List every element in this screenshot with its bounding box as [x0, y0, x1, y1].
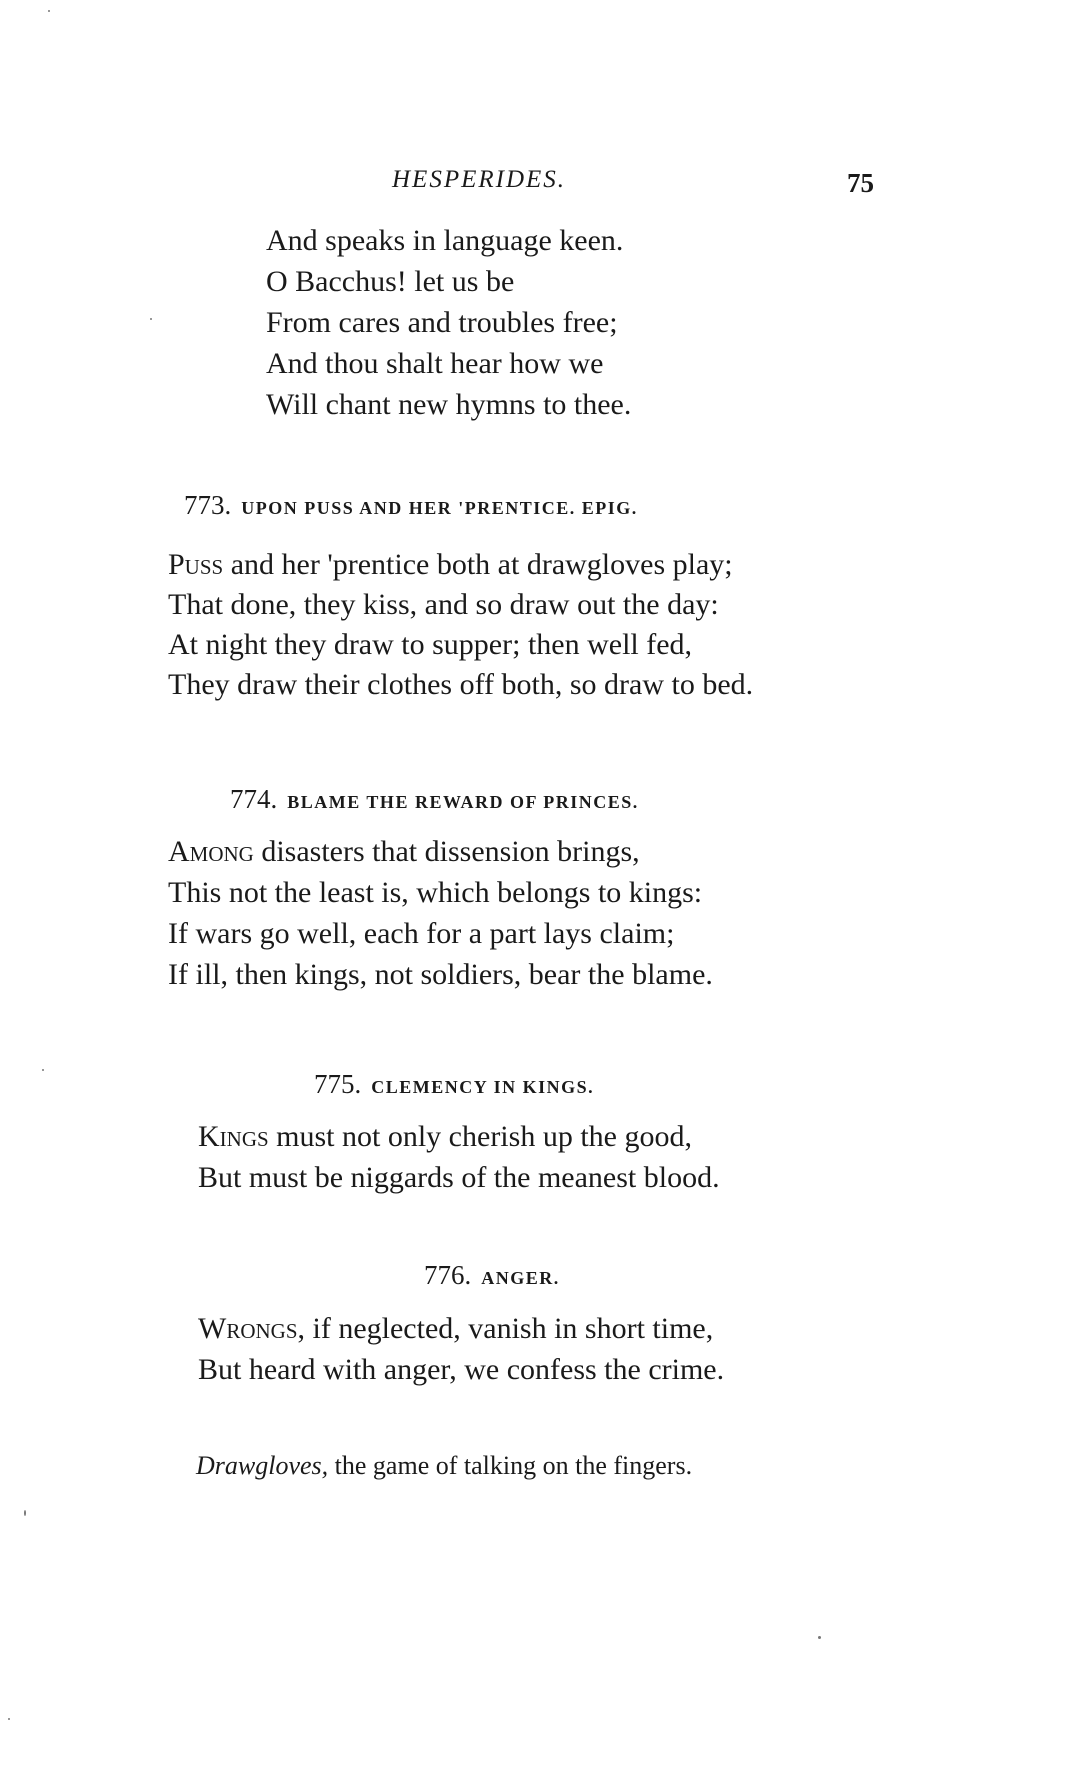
- scan-speck: [48, 10, 50, 12]
- poem-title: UPON PUSS AND HER 'PRENTICE. EPIG.: [241, 498, 638, 518]
- scan-speck: [42, 1069, 44, 1071]
- first-word: Puss: [168, 548, 224, 581]
- poem-title: ANGER.: [481, 1268, 560, 1288]
- first-word: Wrongs,: [198, 1312, 305, 1345]
- verse-line: This not the least is, which belongs to kings:: [168, 876, 703, 909]
- verse-line: Kings must not only cherish up the good,: [198, 1120, 692, 1153]
- scan-speck: [818, 1636, 821, 1639]
- verse-line: Will chant new hymns to thee.: [266, 388, 632, 421]
- poem-number: 774.: [230, 784, 278, 814]
- verse-line: If wars go well, each for a part lays claim;: [168, 917, 675, 950]
- verse-line: Wrongs, if neglected, vanish in short time,: [198, 1312, 714, 1345]
- verse-line: But heard with anger, we confess the crime.: [198, 1353, 725, 1386]
- poem-heading-775: [314, 1069, 594, 1100]
- poem-heading-773: [184, 490, 638, 521]
- verse-line: Puss and her 'prentice both at drawgloves play;: [168, 548, 733, 581]
- verse-line: They draw their clothes off both, so draw to bed.: [168, 668, 754, 701]
- verse-line: And speaks in language keen.: [266, 224, 624, 257]
- verse-line: But must be niggards of the meanest blood.: [198, 1161, 720, 1194]
- scan-speck: [150, 318, 152, 320]
- poem-heading-774: [230, 784, 639, 815]
- verse-line: And thou shalt hear how we: [266, 347, 604, 380]
- verse-line: From cares and troubles free;: [266, 306, 618, 339]
- page-number: 75: [847, 168, 874, 198]
- verse-line: Among disasters that dissension brings,: [168, 835, 640, 868]
- poem-title: CLEMENCY IN KINGS.: [371, 1077, 595, 1097]
- poem-number: 776.: [424, 1260, 472, 1290]
- poem-heading-776: [424, 1260, 560, 1291]
- footnote-term: Drawgloves,: [196, 1451, 329, 1480]
- verse-line: If ill, then kings, not soldiers, bear the blame.: [168, 958, 713, 991]
- poem-number: 775.: [314, 1069, 362, 1099]
- footnote-definition: the game of talking on the fingers.: [328, 1451, 693, 1480]
- poem-title: BLAME THE REWARD OF PRINCES.: [287, 792, 639, 812]
- footnote: [196, 1451, 692, 1481]
- running-title: HESPERIDES.: [392, 166, 567, 193]
- scan-speck: [24, 1510, 26, 1516]
- poem-number: 773.: [184, 490, 232, 520]
- scan-speck: [8, 1718, 10, 1720]
- verse-line: That done, they kiss, and so draw out the day:: [168, 588, 719, 621]
- verse-line: O Bacchus! let us be: [266, 265, 515, 298]
- first-word: Kings: [198, 1120, 269, 1153]
- first-word: Among: [168, 835, 254, 868]
- verse-line: At night they draw to supper; then well fed,: [168, 628, 693, 661]
